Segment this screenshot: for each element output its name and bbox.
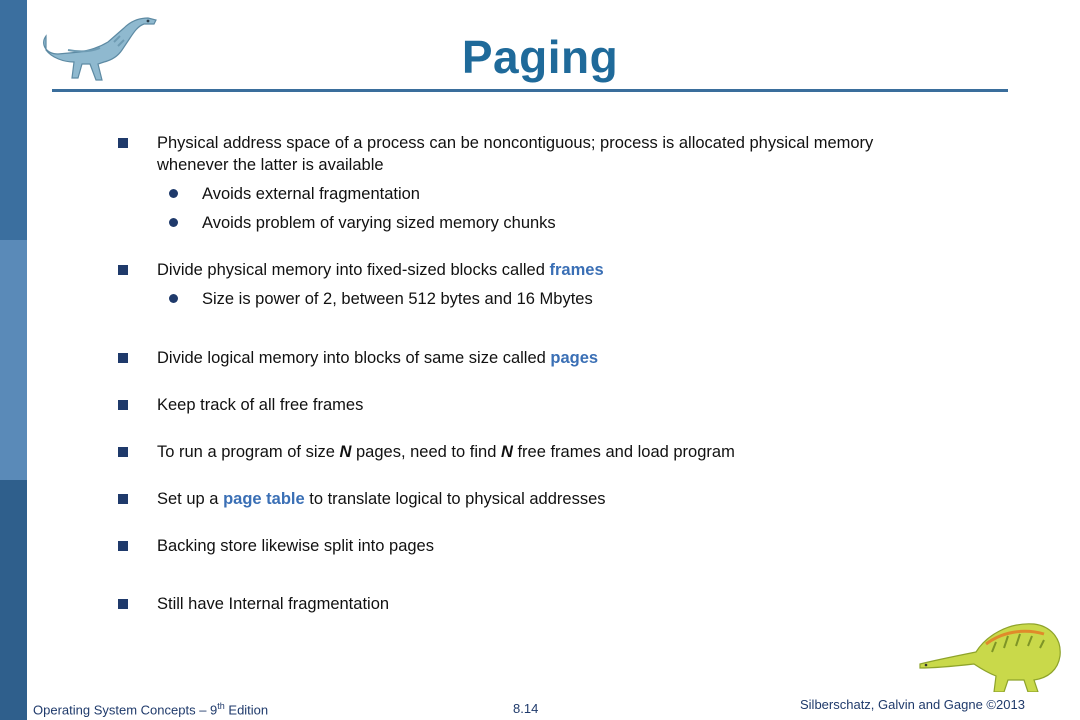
footer-authors: Silberschatz, Galvin and Gagne ©2013 (800, 697, 1025, 712)
highlight-term-pages: pages (550, 349, 599, 367)
square-bullet-icon (118, 400, 128, 410)
footer-book-part: Operating System Concepts – 9 (33, 702, 218, 718)
round-bullet-icon (169, 218, 178, 227)
square-bullet-icon (118, 599, 128, 609)
italic-variable-n: N (339, 443, 352, 461)
footer-book-title (33, 701, 268, 717)
bullet-text-continued: whenever the latter is available (157, 156, 384, 174)
sub-bullet-text: Avoids external fragmentation (202, 185, 420, 203)
italic-variable-n: N (500, 443, 513, 461)
footer-page-number: 8.14 (513, 701, 539, 716)
sub-bullet-text: Size is power of 2, between 512 bytes and 16 Mbytes (202, 290, 593, 308)
bullet-text (157, 488, 606, 510)
round-bullet-icon (169, 294, 178, 303)
bullet-text-part: Set up a (157, 490, 224, 508)
left-sidebar (0, 0, 27, 720)
footer-book-part: Edition (224, 702, 269, 718)
highlight-term-frames: frames (549, 261, 604, 279)
bullet-text (157, 347, 598, 369)
round-bullet-icon (169, 189, 178, 198)
bullet-text-part: to translate logical to physical addresses (304, 490, 606, 508)
square-bullet-icon (118, 447, 128, 457)
square-bullet-icon (118, 138, 128, 148)
bullet-text-part: To run a program of size (157, 443, 340, 461)
bullet-text (157, 259, 604, 281)
bullet-text: Still have Internal fragmentation (157, 595, 390, 613)
bullet-text-part: Divide physical memory into fixed-sized blocks called (157, 261, 550, 279)
slide-title: Paging (461, 31, 619, 83)
title-underline (52, 89, 1008, 92)
sub-bullet-text: Avoids problem of varying sized memory chunks (202, 214, 556, 232)
bullet-text: Physical address space of a process can be noncontiguous; process is allocated physical memory (157, 134, 874, 152)
square-bullet-icon (118, 541, 128, 551)
bullet-text: Backing store likewise split into pages (157, 537, 434, 555)
square-bullet-icon (118, 353, 128, 363)
bullet-text (157, 441, 735, 463)
sidebar-segment (0, 480, 27, 720)
dinosaur-logo-bottom (916, 612, 1066, 692)
bullet-text-part: free frames and load program (512, 443, 735, 461)
highlight-term-page-table: page table (223, 490, 305, 508)
sidebar-segment (0, 240, 27, 480)
bullet-text-part: Divide logical memory into blocks of same size called (157, 349, 551, 367)
bullet-text-part: pages, need to find (351, 443, 501, 461)
footer-book-sup: th (217, 701, 225, 711)
square-bullet-icon (118, 265, 128, 275)
bullet-text: Keep track of all free frames (157, 396, 364, 414)
square-bullet-icon (118, 494, 128, 504)
